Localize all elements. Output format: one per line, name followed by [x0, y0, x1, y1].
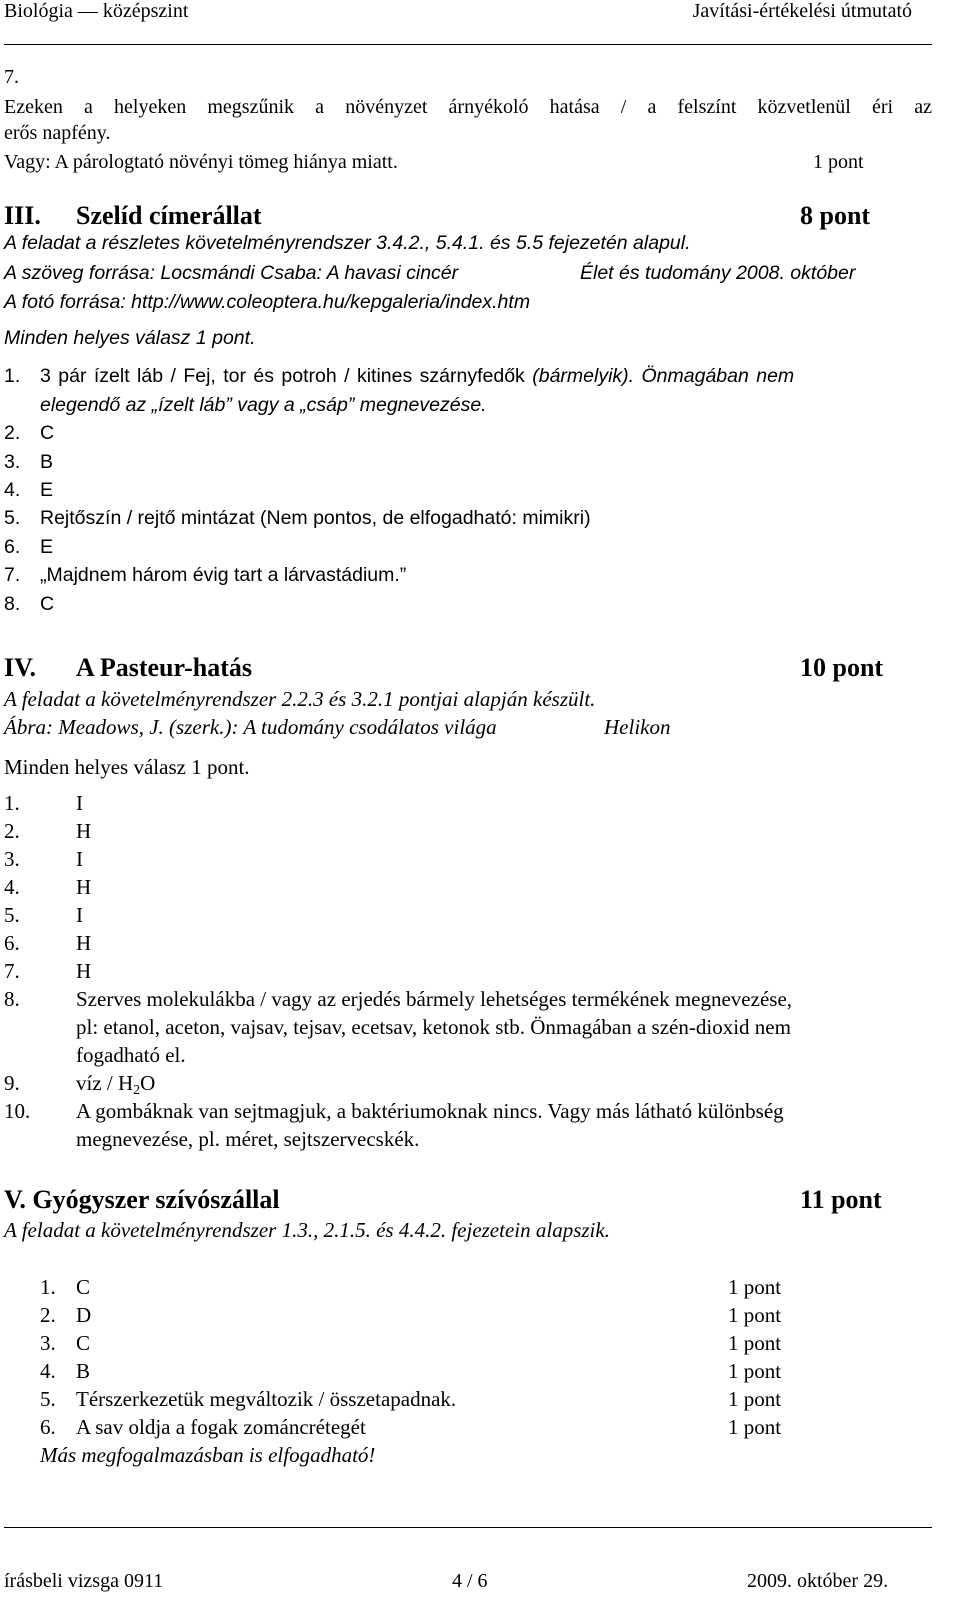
section4-title: A Pasteur-hatás: [76, 653, 252, 682]
s3-answer1-line2: elegendő az „ízelt láb” vagy a „csáp” megnevezése.: [40, 394, 487, 416]
s4-answer3-num: 3.: [4, 847, 20, 871]
section4-meta2b: Helikon: [604, 715, 671, 739]
footer-rule: [4, 1527, 932, 1528]
s5-answer6-num: 6.: [40, 1415, 56, 1439]
section4-note: Minden helyes válasz 1 pont.: [4, 755, 250, 779]
s4-answer7-num: 7.: [4, 959, 20, 983]
s4-answer6-num: 6.: [4, 931, 20, 955]
s3-answer1-num: 1.: [4, 365, 21, 387]
q7-number: 7.: [4, 66, 19, 88]
s4-answer8-line2: pl: etanol, aceton, vajsav, tejsav, ecetsav, ketonok stb. Önmagában a szén-dioxid nem: [76, 1015, 791, 1039]
s4-answer1-text: I: [76, 791, 83, 815]
s5-answer2-text: D: [76, 1303, 92, 1327]
q7-line3: Vagy: A párologtató növényi tömeg hiánya miatt.: [4, 151, 398, 173]
s3-answer8-num: 8.: [4, 593, 21, 615]
s4-answer9-pre: víz / H: [76, 1071, 134, 1095]
s4-answer8-line3: fogadható el.: [76, 1043, 186, 1067]
s5-answer2-points: 1 pont: [728, 1303, 782, 1327]
s5-answer1-num: 1.: [40, 1275, 56, 1299]
s4-answer10-line2: megnevezése, pl. méret, sejtszervecskék.: [76, 1127, 420, 1151]
section3-meta1: A feladat a részletes követelményrendszer 3.4.2., 5.4.1. és 5.5 fejezetén alapul.: [4, 232, 691, 254]
s3-answer1-main: 3 pár ízelt láb / Fej, tor és potroh / kitines szárnyfedők: [40, 365, 525, 387]
s4-answer2-text: H: [76, 819, 92, 843]
s3-answer5-num: 5.: [4, 507, 21, 529]
section3-meta3: A fotó forrása: http://www.coleoptera.hu/kepgaleria/index.htm: [4, 291, 531, 313]
s3-answer4-num: 4.: [4, 479, 21, 501]
s3-answer5-text: Rejtőszín / rejtő mintázat (Nem pontos, de elfogadható: mimikri): [40, 507, 591, 529]
s5-answer5-num: 5.: [40, 1387, 56, 1411]
s5-answer3-text: C: [76, 1331, 91, 1355]
s4-answer10-line1: A gombáknak van sejtmagjuk, a baktériumoknak nincs. Vagy más látható különbség: [76, 1099, 784, 1123]
section3-title: Szelíd címerállat: [76, 201, 262, 230]
section3-points: 8 pont: [800, 201, 871, 230]
section4-meta2a: Ábra: Meadows, J. (szerk.): A tudomány csodálatos világa: [4, 715, 497, 739]
s5-answer6-text: A sav oldja a fogak zománcrétegét: [76, 1415, 366, 1439]
s4-answer10-num: 10.: [4, 1099, 31, 1123]
s5-answer3-points: 1 pont: [728, 1331, 782, 1355]
s3-answer1-italic: (bármelyik). Önmagában nem: [532, 365, 795, 387]
section3-note: Minden helyes válasz 1 pont.: [4, 327, 256, 349]
header-left: Biológia — középszint: [4, 0, 189, 22]
section4-points: 10 pont: [800, 653, 884, 682]
section5-closing: Más megfogalmazásban is elfogadható!: [40, 1443, 376, 1467]
s4-answer9-sub: 2: [133, 1083, 141, 1098]
s4-answer7-text: H: [76, 959, 92, 983]
s3-answer3-num: 3.: [4, 451, 21, 473]
section3-number: III.: [4, 201, 41, 230]
s5-answer4-text: B: [76, 1359, 91, 1383]
s4-answer5-text: I: [76, 903, 83, 927]
s3-answer7-text: „Majdnem három évig tart a lárvastádium.”: [40, 564, 407, 586]
s3-answer6-num: 6.: [4, 536, 21, 558]
q7-points: 1 pont: [813, 151, 864, 173]
s5-answer1-points: 1 pont: [728, 1275, 782, 1299]
s5-answer5-text: Térszerkezetük megváltozik / összetapadnak.: [76, 1387, 457, 1411]
s3-answer7-num: 7.: [4, 564, 21, 586]
footer-left: írásbeli vizsga 0911: [4, 1570, 164, 1592]
q7-line1: Ezeken a helyeken megszűnik a növényzet árnyékoló hatása / a felszínt közvetlenül éri az: [4, 96, 932, 118]
s5-answer3-num: 3.: [40, 1331, 56, 1355]
s4-answer8-line1: Szerves molekulákba / vagy az erjedés bármely lehetséges termékének megnevezése,: [76, 987, 793, 1011]
s4-answer4-text: H: [76, 875, 92, 899]
s5-answer4-num: 4.: [40, 1359, 56, 1383]
s4-answer9-num: 9.: [4, 1071, 20, 1095]
header-right: Javítási-értékelési útmutató: [692, 0, 912, 22]
s4-answer8-num: 8.: [4, 987, 20, 1011]
s5-answer6-points: 1 pont: [728, 1415, 782, 1439]
section3-meta2a: A szöveg forrása: Locsmándi Csaba: A havasi cincér: [4, 262, 459, 284]
s3-answer8-text: C: [40, 593, 55, 615]
s3-answer6-text: E: [40, 536, 54, 558]
header-rule: [4, 44, 932, 45]
s3-answer3-text: B: [40, 451, 54, 473]
section4-number: IV.: [4, 653, 37, 682]
section5-points: 11 pont: [800, 1185, 882, 1214]
section5-meta1: A feladat a követelményrendszer 1.3., 2.1.5. és 4.4.2. fejezetein alapszik.: [4, 1218, 610, 1242]
footer-right: 2009. október 29.: [747, 1570, 889, 1592]
q7-line2: erős napfény.: [4, 122, 111, 144]
s3-answer1-text: [40, 365, 794, 388]
s5-answer2-num: 2.: [40, 1303, 56, 1327]
s4-answer9-post: O: [140, 1071, 156, 1095]
s5-answer5-points: 1 pont: [728, 1387, 782, 1411]
s4-answer5-num: 5.: [4, 903, 20, 927]
section3-meta2b: Élet és tudomány 2008. október: [580, 262, 856, 284]
s4-answer3-text: I: [76, 847, 83, 871]
s4-answer6-text: H: [76, 931, 92, 955]
footer-page-number: 4 / 6: [452, 1570, 488, 1592]
section4-meta1: A feladat a követelményrendszer 2.2.3 és 3.2.1 pontjai alapján készült.: [4, 687, 596, 711]
s4-answer2-num: 2.: [4, 819, 20, 843]
s3-answer4-text: E: [40, 479, 54, 501]
s5-answer4-points: 1 pont: [728, 1359, 782, 1383]
s3-answer2-text: C: [40, 422, 55, 444]
s4-answer1-num: 1.: [4, 791, 20, 815]
section5-title: V. Gyógyszer szívószállal: [4, 1185, 280, 1214]
s3-answer2-num: 2.: [4, 422, 21, 444]
s4-answer4-num: 4.: [4, 875, 20, 899]
s5-answer1-text: C: [76, 1275, 91, 1299]
